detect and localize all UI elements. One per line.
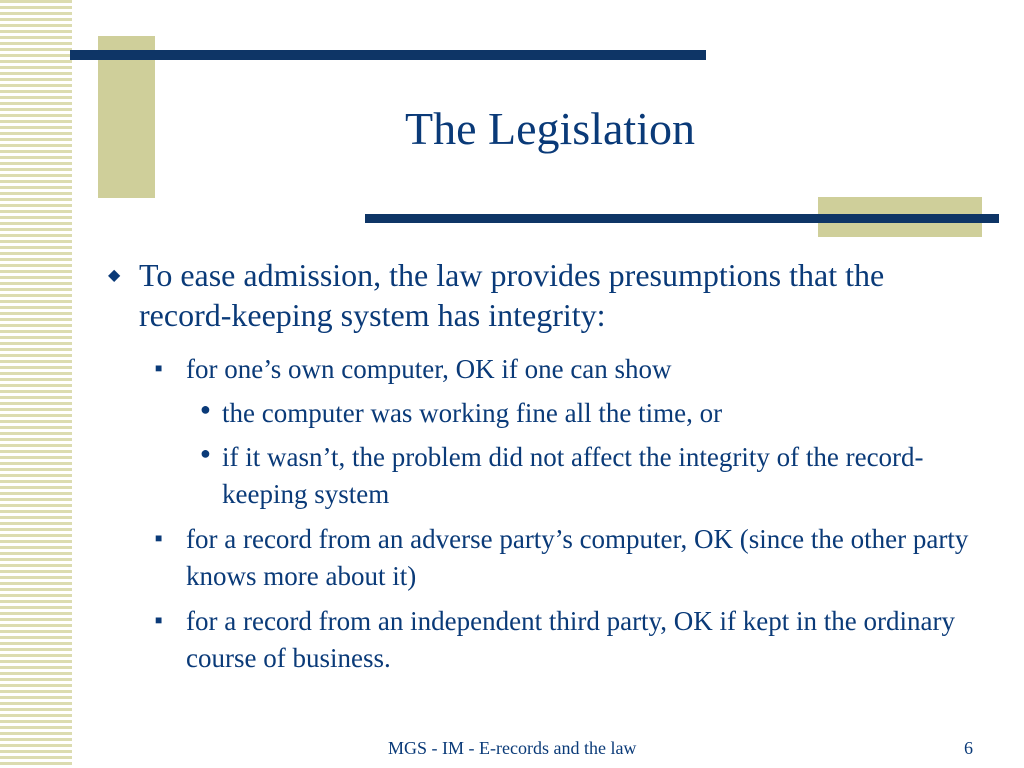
page-number: 6 <box>964 738 973 758</box>
dot-bullet-icon: ● <box>200 443 211 463</box>
left-stripe-decoration <box>0 0 72 768</box>
subbullet-text: for one’s own computer, OK if one can show <box>186 354 672 384</box>
subbullet-text: for a record from an adverse party’s computer, OK (since the other party knows more about it) <box>186 524 969 591</box>
subsubbullet-text: if it wasn’t, the problem did not affect the integrity of the record-keeping system <box>222 442 924 509</box>
subbullet-text: for a record from an independent third party, OK if kept in the ordinary course of business. <box>186 606 955 673</box>
title-underline <box>365 214 999 223</box>
square-bullet-icon: ■ <box>155 531 163 545</box>
top-accent-block <box>98 36 155 198</box>
subsubbullet-text: the computer was working fine all the time, or <box>222 398 723 428</box>
slide-title: The Legislation <box>405 103 695 154</box>
square-bullet-icon: ■ <box>155 613 163 627</box>
dot-bullet-icon: ● <box>200 399 211 419</box>
bullet-text: To ease admission, the law provides presumptions that the record-keeping system has integrity: <box>139 257 885 333</box>
footer-caption: MGS - IM - E-records and the law <box>388 738 637 758</box>
top-accent-line <box>70 50 706 60</box>
diamond-bullet-icon: ◆ <box>108 267 121 284</box>
square-bullet-icon: ■ <box>155 361 163 375</box>
